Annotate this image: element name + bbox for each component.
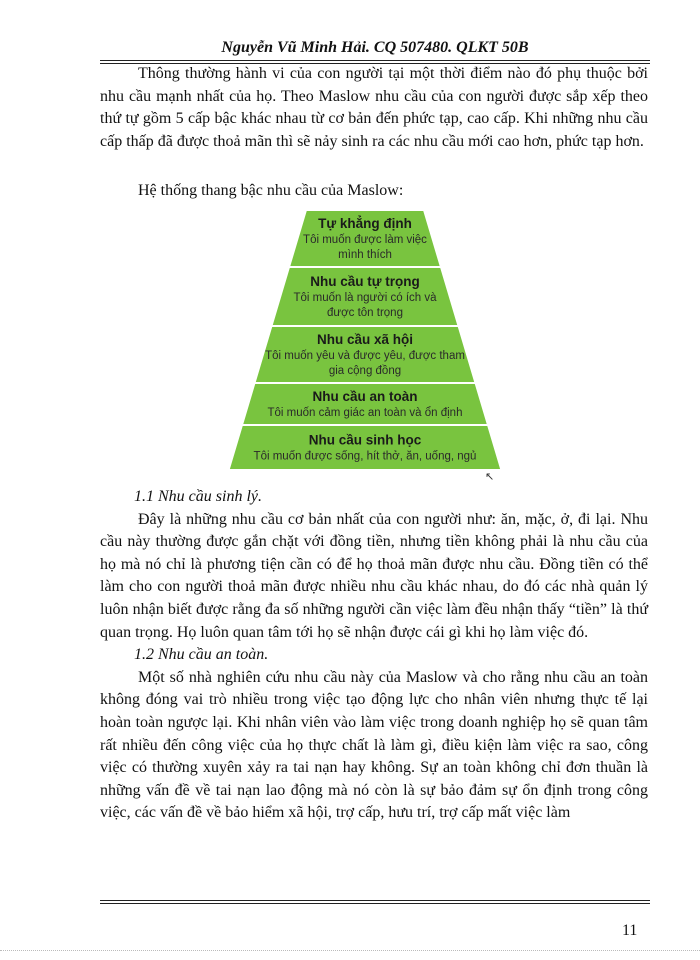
section-1-2-heading: 1.2 Nhu cầu an toàn.	[134, 646, 269, 664]
pyramid-level-title: Nhu cầu xã hội	[316, 332, 414, 347]
header-rule	[100, 60, 650, 61]
section-1-2-text: Một số nhà nghiên cứu nhu cầu này của Maslow và cho rằng nhu cầu an toàn không đóng vai trò nhiều trong việc tạo động lực cho nhân viên nhưng thực tế lại hoàn toàn ngược lại. Khi nhân viên vào làm việc trong doanh nghiệp họ sẽ quan tâm rất nhiều đến công việc của họ thực chất là làm gì, điều kiện làm việc ra sao, công việc có thường xuyên xảy ra tai nạn hay không. Sự an toàn không chỉ đơn thuần là những vấn đề về tai nạn lao động mà nó còn là sự bảo đảm sự ổn định trong công việc, các vấn đề về bảo hiểm xã hội, trợ cấp, hưu trí, trợ cấp mất việc làm	[100, 668, 648, 822]
system-intro: Hệ thống thang bậc nhu cầu của Maslow:	[138, 182, 404, 199]
footer-rule-double	[100, 903, 650, 904]
pyramid-level-title: Nhu cầu an toàn	[312, 389, 418, 404]
pyramid-level-description: Tôi muốn được làm việc	[303, 234, 427, 246]
page-bottom-dotted-line	[0, 950, 700, 951]
footer-rule	[100, 900, 650, 901]
pyramid-level-description: gia cộng đồng	[328, 365, 402, 377]
intro-block	[100, 63, 648, 153]
sections-block	[100, 486, 648, 825]
pyramid-level-title: Nhu cầu tự trọng	[310, 274, 420, 289]
pyramid-level-description: Tôi muốn yêu và được yêu, được tham	[265, 350, 465, 362]
pyramid-level-description: Tôi muốn được sống, hít thở, ăn, uống, ngủ	[253, 450, 477, 463]
section-1-1-text: Đây là những nhu cầu cơ bản nhất của con người như: ăn, mặc, ở, đi lại. Nhu cầu này thường được gắn chặt với đồng tiền, nhưng tiền không phải là nhu cầu của họ mà nó chỉ là phương tiện cần có để họ thoả mãn được nhu cầu. Đồng tiền có thể làm cho con người thoả mãn được nhiều nhu cầu khác nhau, do đó các nhà quản lý luôn nhận biết được rằng đa số những người cần việc làm đều nhận thấy “tiền” là thứ quan trọng. Họ luôn quan tâm tới họ sẽ nhận được cái gì khi họ làm việc đó.	[100, 510, 648, 641]
intro-paragraph: Thông thường hành vi của con người tại một thời điểm nào đó phụ thuộc bởi nhu cầu mạnh nhất của họ. Theo Maslow nhu cầu của con người được sắp xếp theo thứ tự gồm 5 cấp bậc khác nhau từ cơ bản đến phức tạp, cao cấp. Khi những nhu cầu cấp thấp đã được thoả mãn thì sẽ nảy sinh ra các nhu cầu mới cao hơn, phức tạp hơn.	[100, 65, 648, 150]
pyramid-level-description: mình thích	[338, 249, 392, 261]
pyramid-level-title: Nhu cầu sinh học	[308, 432, 422, 448]
pyramid-level-description: Tôi muốn là người có ích và	[293, 292, 437, 304]
pyramid-level-description: được tôn trọng	[327, 307, 403, 319]
page-number: 11	[622, 922, 638, 939]
pyramid-level-description: Tôi muốn cảm giác an toàn và ổn định	[267, 407, 463, 419]
system-intro-block	[100, 180, 648, 203]
page-header: Nguyễn Vũ Minh Hải. CQ 507480. QLKT 50B	[221, 39, 529, 56]
section-1-1-heading: 1.1 Nhu cầu sinh lý.	[134, 488, 262, 505]
cursor-glyph-icon: ↖	[485, 470, 495, 483]
maslow-pyramid	[225, 210, 505, 482]
pyramid-level-title: Tự khẳng định	[318, 216, 412, 231]
